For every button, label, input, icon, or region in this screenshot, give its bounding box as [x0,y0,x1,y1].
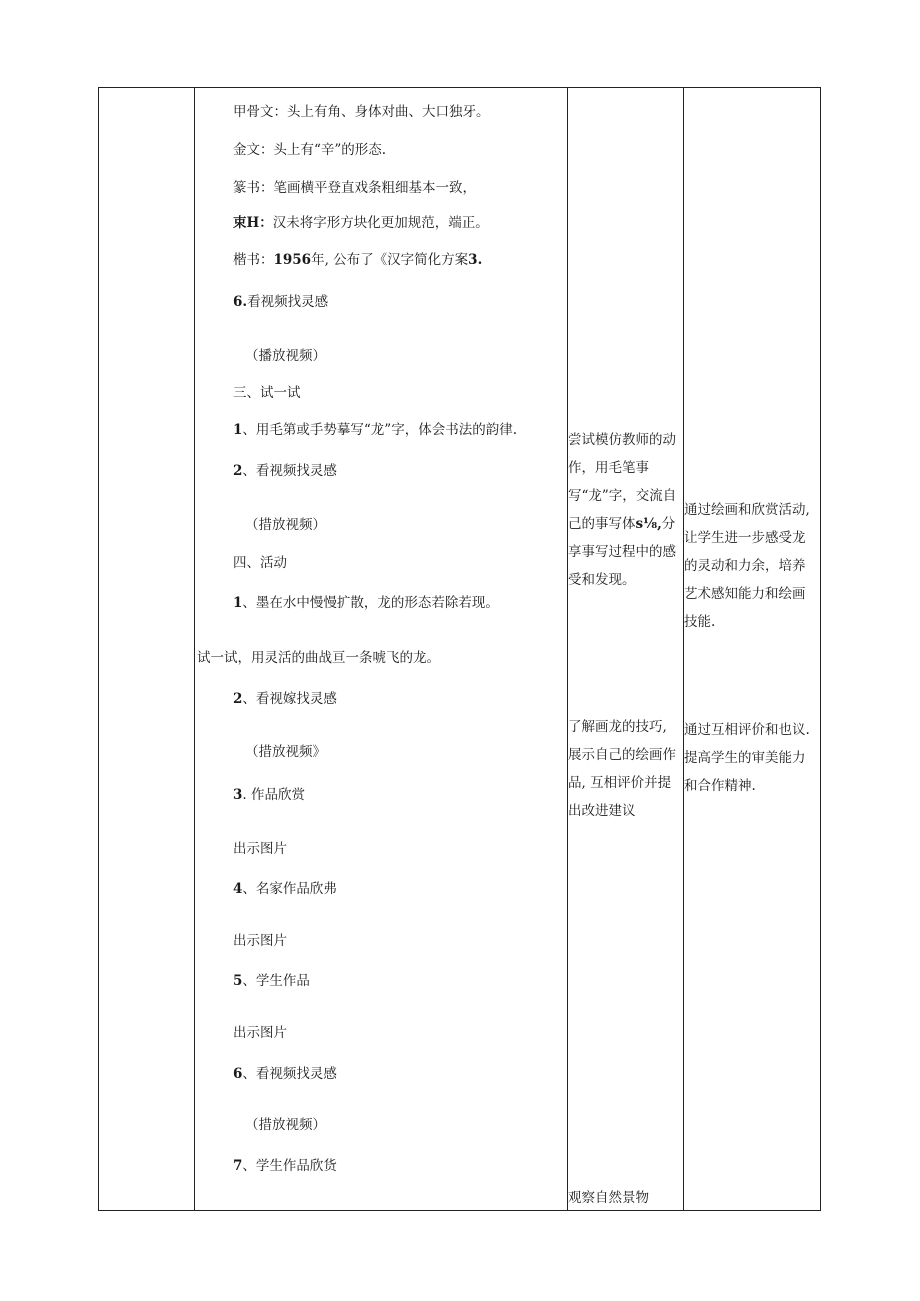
lishu-line: 束H：汉未将字形方块化更加规范，端正。 [233,215,489,231]
play-video-note: （措放视频》 [245,744,326,760]
lishu-label: 束H： [233,215,273,231]
step-6-heading: 6.看视频找灵感 [233,294,329,310]
kaishu-line: 楷书：1956年, 公布了《汉字简化方案3. [233,252,483,268]
activity-step-5: 5、学生作品 [233,973,310,989]
design-intent-text-2: 通过互相评价和也议. 提高学生的审美能力和合作精神. [684,722,810,794]
zhuanshu-line: 篆书：笔画横平登直戏条粗细基本一致， [233,180,476,196]
show-picture-note: 出示图片 [233,933,287,949]
try-step-2: 2、看视频找灵感 [233,463,337,479]
play-video-note: （播放视频） [245,348,326,364]
column-divider [194,88,195,1210]
jinwen-line: 金文：头上有“辛”的形态. [233,142,387,158]
student-activity-text-2: 了解画龙的技巧,展示自己的绘画作品, 互相评价并提出改进建议 [568,719,676,819]
play-video-note: （措放视频） [245,517,326,533]
play-video-note: （措放视频） [245,1117,326,1133]
student-activity-text-1: 尝试模仿教师的动作，用毛笔事写“龙”字，交流自己的事写体s⅛,分享事写过程中的感受和发现。 [568,432,677,588]
show-picture-note: 出示图片 [233,841,287,857]
activity-step-7: 7、学生作品欣货 [233,1158,337,1174]
section-try-heading: 三、试一试 [233,385,301,401]
column-divider [683,88,684,1210]
jiaguwen-line: 甲骨文：头上有角、身体对曲、大口独牙。 [233,104,490,120]
column-divider [567,88,568,1210]
section-activity-heading: 四、活动 [233,555,287,571]
activity-step-3: 3. 作品欣赏 [233,787,305,803]
student-activity-text-3: 观察自然景物 [568,1190,649,1206]
activity-step-1: 1、墨在水中慢慢扩散，龙的形态若除若现。 [233,595,499,611]
activity-step-4: 4、名家作品欣弗 [233,881,337,897]
design-intent-text-1: 通过绘画和欣赏活动,让学生进一步感受龙的灵动和力余，培养艺术感知能力和绘画技能. [684,502,810,630]
activity-step-6: 6、看视频找灵感 [233,1066,337,1082]
try-step-1: 1、用毛第或手势摹写“龙”字，体会书法的韵律. [233,422,518,438]
activity-try-line: 试一试，用灵活的曲战亘一条唬飞的龙。 [197,650,440,666]
show-picture-note: 出示图片 [233,1025,287,1041]
activity-step-2: 2、看视嫁找灵感 [233,691,337,707]
